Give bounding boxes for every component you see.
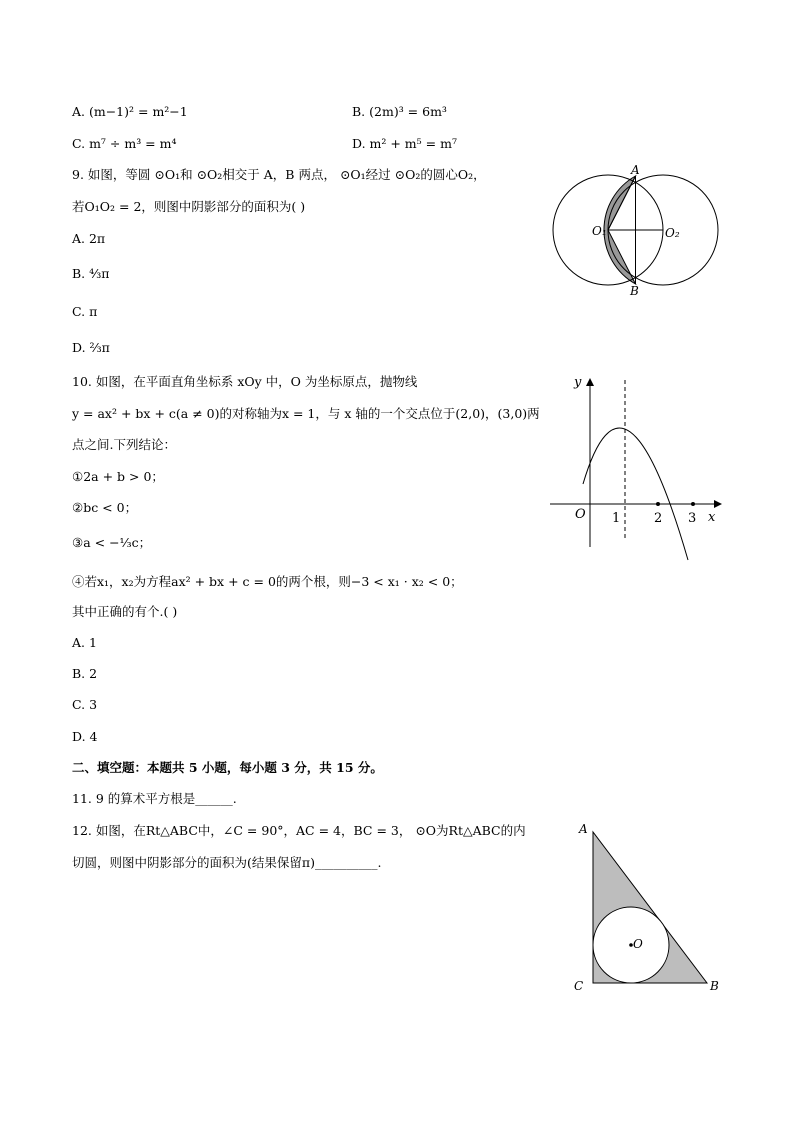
q10-y-label: y <box>574 375 582 390</box>
q10-conclusion-2: ②bc < 0； <box>72 500 138 515</box>
q10-question: 其中正确的有个.( ) <box>72 604 178 619</box>
q10-origin-label: O <box>575 507 586 522</box>
q10-tick-2-dot <box>656 502 660 506</box>
q12-label-o: O <box>633 937 643 951</box>
q8-option-c: C. m⁷ ÷ m³ = m⁴ <box>72 136 177 151</box>
q10-stem-line2: y = ax² + bx + c(a ≠ 0)的对称轴为x = 1，与 x 轴的一个交点位于(2,0)，(3,0)两 <box>72 406 540 421</box>
q10-conclusion-1: ①2a + b > 0； <box>72 469 164 484</box>
q9-label-b: B <box>630 284 639 298</box>
q10-conclusion-3: ③a < −⅓c； <box>72 535 152 550</box>
q10-option-c: C. 3 <box>72 697 98 712</box>
q8-option-b: B. (2m)³ = 6m³ <box>352 104 447 119</box>
q12-stem-line2: 切圆，则图中阴影部分的面积为(结果保留π)__________. <box>72 855 382 870</box>
q12-label-a: A <box>579 822 588 836</box>
q11-stem: 11. 9 的算术平方根是______. <box>72 791 237 806</box>
q9-label-o1: O₁ <box>592 224 607 238</box>
q10-tick-2-label: 2 <box>654 511 663 526</box>
q9-stem-line2: 若O₁O₂ = 2，则图中阴影部分的面积为( ) <box>72 199 306 214</box>
q10-option-d: D. 4 <box>72 729 98 744</box>
q10-stem-line1: 10. 如图，在平面直角坐标系 xOy 中，O 为坐标原点，抛物线 <box>72 374 418 389</box>
q10-option-b: B. 2 <box>72 666 98 681</box>
q10-parabola <box>583 428 688 560</box>
q9-option-d: D. ²⁄₃π <box>72 340 110 355</box>
q10-tick-3-label: 3 <box>688 511 697 526</box>
q9-stem-line1: 9. 如图，等圆 ⊙O₁和 ⊙O₂相交于 A，B 两点， ⊙O₁经过 ⊙O₂的圆心O₂， <box>72 167 486 182</box>
q9-option-b: B. ⁴⁄₃π <box>72 266 110 281</box>
q8-option-a: A. (m−1)² = m²−1 <box>72 104 188 119</box>
q10-figure <box>548 372 728 562</box>
q10-tick-3-dot <box>691 502 695 506</box>
q9-label-o2: O₂ <box>665 226 680 240</box>
q12-stem-line1: 12. 如图，在Rt△ABC中，∠C = 90°，AC = 4，BC = 3， ⊙O为Rt△ABC的内 <box>72 823 526 838</box>
q12-figure <box>570 820 726 1000</box>
q9-label-a: A <box>631 163 640 177</box>
q10-x-label: x <box>708 510 716 525</box>
q9-option-a: A. 2π <box>72 231 106 246</box>
q12-label-b: B <box>710 979 719 993</box>
q10-conclusion-4: ④若x₁，x₂为方程ax² + bx + c = 0的两个根，则−3 < x₁ · x₂ < 0； <box>72 574 463 589</box>
q12-label-c: C <box>574 979 584 993</box>
q9-option-c: C. π <box>72 304 98 319</box>
q10-tick-1-label: 1 <box>612 511 621 526</box>
section-2-heading: 二、填空题：本题共 5 小题，每小题 3 分，共 15 分。 <box>72 760 383 775</box>
q10-stem-line3: 点之间.下列结论： <box>72 437 176 452</box>
q9-figure <box>548 162 724 298</box>
q10-option-a: A. 1 <box>72 635 97 650</box>
q8-option-d: D. m² + m⁵ = m⁷ <box>352 136 457 151</box>
